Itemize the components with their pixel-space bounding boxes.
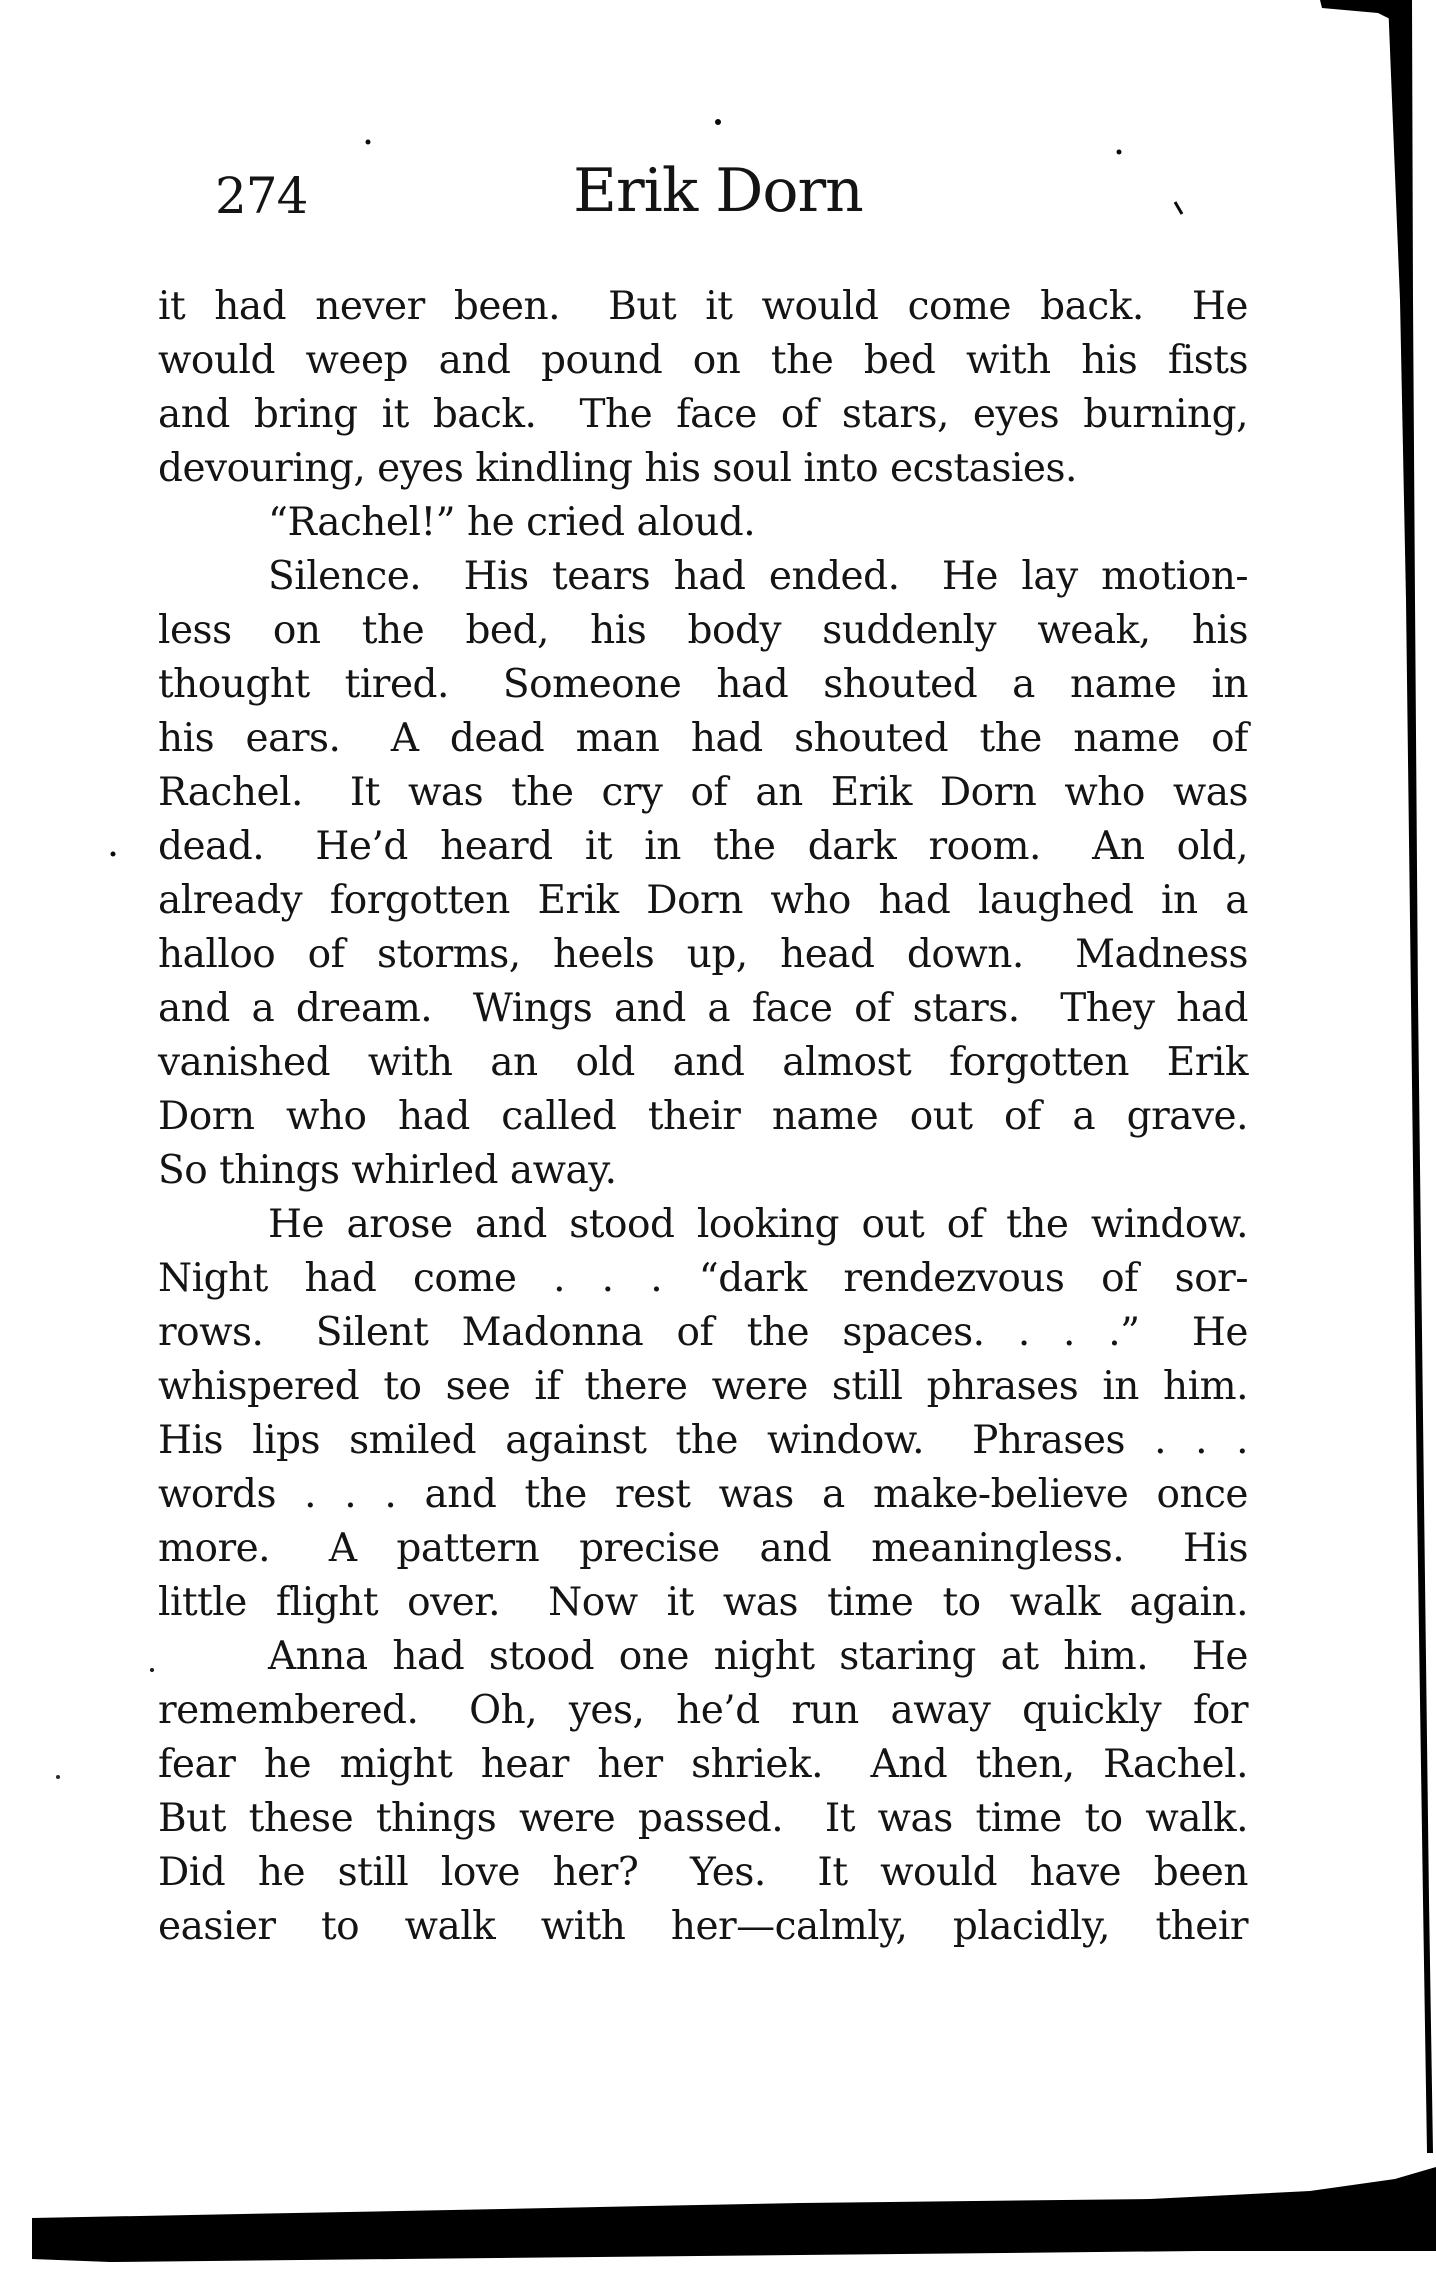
text-line: more. A pattern precise and meaningless. His xyxy=(158,1526,1248,1571)
ink-speck xyxy=(150,1668,154,1672)
binding-right-mark xyxy=(1388,0,1433,2153)
text-line: already forgotten Erik Dorn who had laughed in a xyxy=(158,878,1248,923)
text-line: little flight over. Now it was time to walk again. xyxy=(158,1580,1248,1625)
text-line: Night had come . . . “dark rendezvous of sor- xyxy=(158,1256,1248,1301)
ink-speck xyxy=(715,119,721,125)
text-line: would weep and pound on the bed with his fists xyxy=(158,338,1248,383)
text-line: his ears. A dead man had shouted the name of xyxy=(158,716,1248,761)
text-line: it had never been. But it would come back. He xyxy=(158,284,1248,329)
text-line: thought tired. Someone had shouted a name in xyxy=(158,662,1248,707)
text-line: But these things were passed. It was time to walk. xyxy=(158,1796,1248,1841)
text-line: Anna had stood one night staring at him. He xyxy=(268,1634,1248,1679)
text-line: So things whirled away. xyxy=(158,1148,617,1193)
text-line: words . . . and the rest was a make-believe once xyxy=(158,1472,1248,1517)
ink-speck xyxy=(1117,150,1122,155)
text-line: devouring, eyes kindling his soul into ecstasies. xyxy=(158,446,1077,491)
text-block xyxy=(158,280,1248,1954)
text-line: remembered. Oh, yes, he’d run away quickly for xyxy=(158,1688,1248,1733)
page-number: 274 xyxy=(215,167,308,225)
text-line: “Rachel!” he cried aloud. xyxy=(268,500,756,545)
text-line: fear he might hear her shriek. And then, Rachel. xyxy=(158,1742,1248,1787)
text-line: vanished with an old and almost forgotten Erik xyxy=(158,1040,1248,1085)
text-line: Dorn who had called their name out of a grave. xyxy=(158,1094,1248,1139)
text-line: easier to walk with her—calmly, placidly, their xyxy=(158,1904,1248,1949)
text-line: Rachel. It was the cry of an Erik Dorn who was xyxy=(158,770,1248,815)
text-line: His lips smiled against the window. Phrases . . . xyxy=(158,1418,1248,1463)
ink-speck xyxy=(111,852,116,857)
text-line: and bring it back. The face of stars, eyes burning, xyxy=(158,392,1248,437)
text-line: He arose and stood looking out of the window. xyxy=(268,1202,1248,1247)
text-line: dead. He’d heard it in the dark room. An old, xyxy=(158,824,1248,869)
binding-bottom-mark xyxy=(32,2167,1436,2262)
text-line: rows. Silent Madonna of the spaces. . . .” He xyxy=(158,1310,1248,1355)
ink-speck xyxy=(56,1775,60,1779)
binding-top-mark xyxy=(1320,0,1412,22)
text-line: whispered to see if there were still phrases in him. xyxy=(158,1364,1248,1409)
text-line: and a dream. Wings and a face of stars. They had xyxy=(158,986,1248,1031)
text-line: Silence. His tears had ended. He lay motion- xyxy=(268,554,1248,599)
text-line: halloo of storms, heels up, head down. Madness xyxy=(158,932,1248,977)
ink-speck xyxy=(366,140,371,145)
text-line: Did he still love her? Yes. It would have been xyxy=(158,1850,1248,1895)
page-title: Erik Dorn xyxy=(573,156,863,226)
text-line: less on the bed, his body suddenly weak, his xyxy=(158,608,1248,653)
